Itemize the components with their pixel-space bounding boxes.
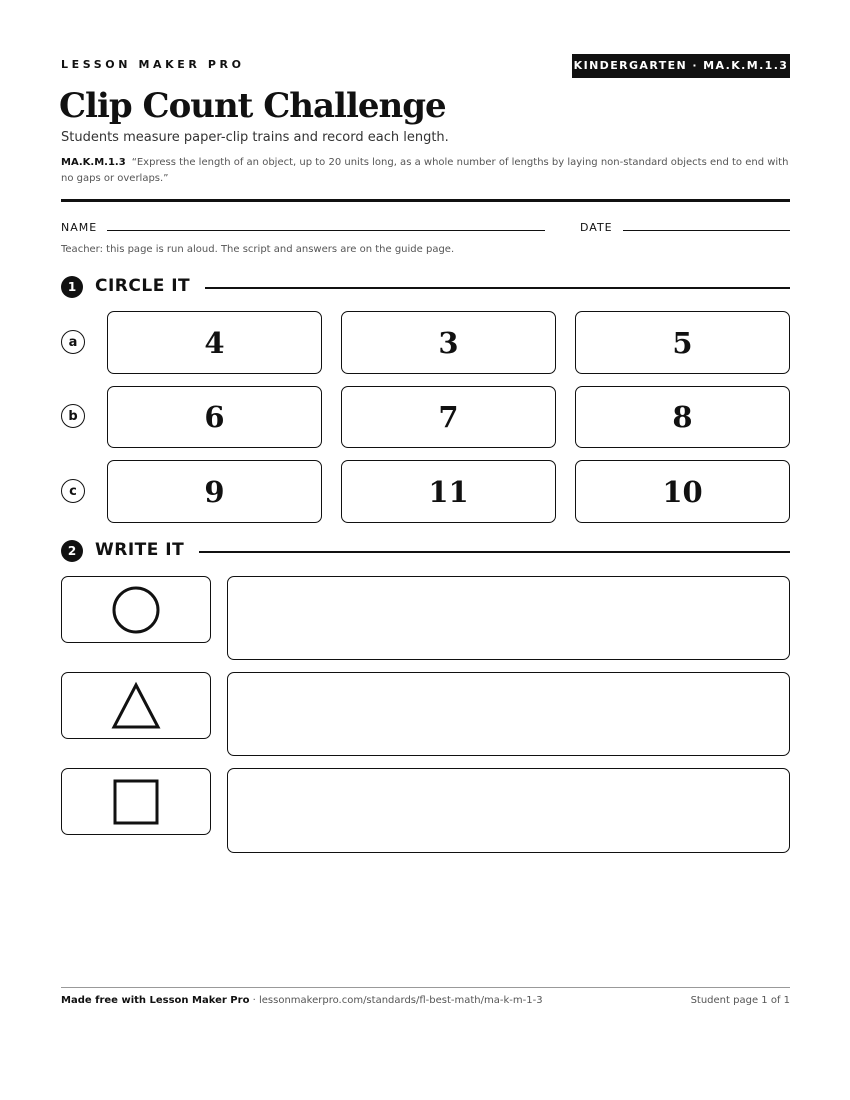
section-2-rule bbox=[199, 551, 790, 553]
row-letter-c: c bbox=[61, 479, 85, 503]
row-letter-b: b bbox=[61, 404, 85, 428]
shape-card-circle bbox=[61, 576, 211, 643]
footer-divider bbox=[61, 987, 790, 988]
square-icon bbox=[112, 778, 160, 826]
footer-credit bbox=[61, 995, 543, 1006]
choice-box[interactable]: 8 bbox=[575, 386, 790, 448]
shape-card-triangle bbox=[61, 672, 211, 739]
choice-box[interactable]: 4 bbox=[107, 311, 322, 374]
section-1-number: 1 bbox=[61, 276, 83, 298]
date-label: DATE bbox=[580, 221, 613, 234]
answer-box[interactable] bbox=[227, 672, 790, 756]
name-label: NAME bbox=[61, 221, 98, 234]
standard-description bbox=[61, 155, 791, 187]
page-title: Clip Count Challenge bbox=[59, 86, 446, 126]
footer-url[interactable]: · lessonmakerpro.com/standards/fl-best-math/ma-k-m-1-3 bbox=[249, 995, 543, 1006]
choice-box[interactable]: 7 bbox=[341, 386, 556, 448]
answer-box[interactable] bbox=[227, 576, 790, 660]
choice-box[interactable]: 11 bbox=[341, 460, 556, 523]
footer-made-with: Made free with Lesson Maker Pro bbox=[61, 995, 250, 1006]
section-1-rule bbox=[205, 287, 790, 289]
section-2-title: WRITE IT bbox=[95, 540, 185, 560]
choice-box[interactable]: 3 bbox=[341, 311, 556, 374]
teacher-note: Teacher: this page is run aloud. The script and answers are on the guide page. bbox=[61, 244, 455, 255]
date-line[interactable] bbox=[623, 230, 790, 231]
choice-box[interactable]: 9 bbox=[107, 460, 322, 523]
page-indicator: Student page 1 of 1 bbox=[690, 995, 790, 1006]
triangle-icon bbox=[110, 681, 162, 731]
name-line[interactable] bbox=[107, 230, 545, 231]
answer-box[interactable] bbox=[227, 768, 790, 853]
shape-card-square bbox=[61, 768, 211, 835]
section-1-title: CIRCLE IT bbox=[95, 276, 191, 296]
page-subtitle: Students measure paper-clip trains and record each length. bbox=[61, 130, 449, 145]
standard-code: MA.K.M.1.3 bbox=[61, 157, 126, 168]
choice-box[interactable]: 6 bbox=[107, 386, 322, 448]
section-2-number: 2 bbox=[61, 540, 83, 562]
standard-text: “Express the length of an object, up to 20 units long, as a whole number of lengths by laying non-standard objects end to end with no gaps or overlaps.” bbox=[61, 157, 789, 184]
circle-icon bbox=[111, 585, 161, 635]
brand-name: LESSON MAKER PRO bbox=[61, 58, 245, 71]
row-letter-a: a bbox=[61, 330, 85, 354]
header-divider bbox=[61, 199, 790, 202]
grade-standard-badge: KINDERGARTEN · MA.K.M.1.3 bbox=[572, 54, 790, 78]
choice-box[interactable]: 10 bbox=[575, 460, 790, 523]
choice-box[interactable]: 5 bbox=[575, 311, 790, 374]
